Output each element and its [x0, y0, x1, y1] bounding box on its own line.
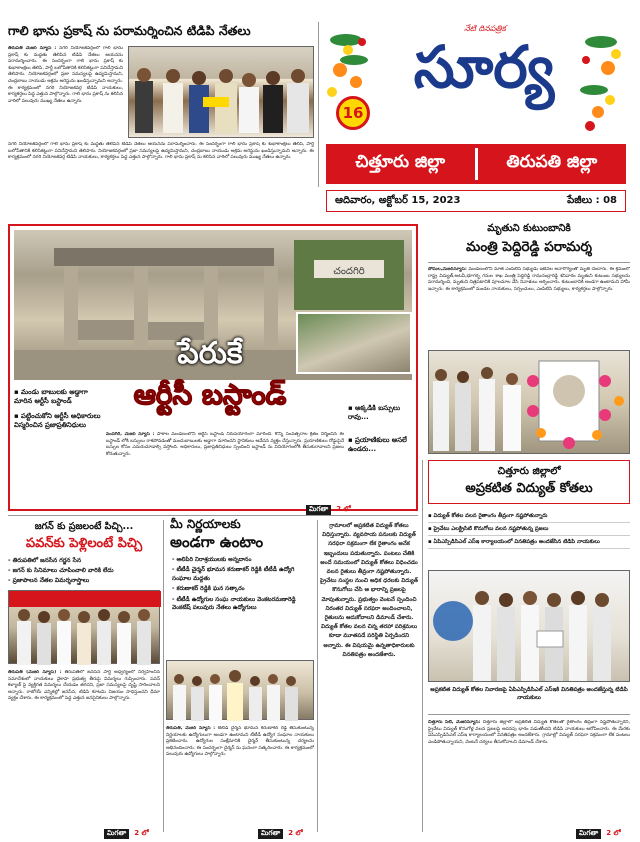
story-body-bottom: నగరి నియోజకవర్గంలో గాలి భాను ప్రకాష్ కు మద్దతు తెలిపిన టిడిపి నేతలు ఆయనను పరామర్శించారు. ఈ సందర్భంగా గాలి భాను ప్రకాష్ కు శుభాకాంక్షలు తెలిపి, పార్టీ బలోపేతానికి కలిసికట్టుగా పనిచేస్తామని తెలిపారు. నియోజకవర్గంలో ప్రజా సమస్యలపై ఉద్యమిస్తామని, చంద్రబాబు నాయుడు అక్రమ అరెస్టును ఖండిస్తున్నామని అన్నారు. ఈ కార్యక్రమంలో నగరి నియోజకవర్గ టిడిపి నాయకులు, కార్యకర్తలు పెద్ద ఎత్తున పాల్గొన్నారు. గాలి భాను ప్రకాష్ ను కలిసిన వారిలో పలువురు ముఖ్య నేతలు ఉన్నారు. [8, 142, 314, 161]
story-body: సోమల,మేజర్‌న్యూస్: మండలంలోని మాజీ ఎంపిటిసి సభ్యుడు ఇటీవల అనారోగ్యంతో మృతి చెందారు. ఈ క్రమంలో రాష్ట్ర విద్యుత్,అటవీ,భూగర్భ గనుల శాఖ మంత్రి పెద్దిరెడ్డి రామచంద్రారెడ్డి శనివారం మృతుని కుటుంబ సభ్యులను పరామర్శించి, మృతుని చిత్రపటానికి పూలమాల వేసి నివాళులు అర్పించారు. కుటుంబానికి అండగా ఉంటామని హామీ ఇచ్చారు. ఈ కార్యక్రమంలో మండల నాయకులు, సర్పంచులు, ఎంపిటిసి సభ్యులు, కార్యకర్తలు పాల్గొన్నారు. [428, 267, 630, 292]
bullet-item: - జగన్ కు సినిమాలు చూపించాలి వారికి లేదు [8, 567, 114, 574]
masthead [326, 20, 626, 230]
bullet-item: - టీటీడీ చైర్మన్ భూమన కరుణాకర్ రెడ్డికి టీటీడీ ఉద్యోగి సంఘాల మద్దతు [172, 567, 295, 582]
masthead-title: సూర్య [413, 33, 555, 101]
anniversary-badge: 16 [336, 96, 370, 130]
story-gali-bhanu [8, 22, 314, 187]
story-bus-stand [8, 224, 418, 511]
memorandum-scene [429, 571, 631, 683]
bullet-list [166, 556, 314, 612]
bullet-list [8, 556, 160, 586]
story-minister-visit [428, 222, 630, 454]
story-headline-1: మీ నిర్ణయాలకు [170, 517, 241, 531]
story-headline: గాలి భాను ప్రకాష్ ను పరామర్శించిన టిడిపి నేతలు [8, 23, 251, 38]
story-power-cut-column [320, 522, 418, 832]
bullet-item: - అలిపిరి నిరాశ్రయులకు అన్నదానం [172, 557, 252, 563]
left-bullets [14, 388, 102, 430]
photo-caption: అప్రకటిత విద్యుత్ కోతల నివారణపై ఏపిఎస్పిడిసిఎల్ ఎస్ఇకి వినతిపత్రం అందజేస్తున్న టిడిపి నాయకులు [430, 687, 628, 701]
bullet-list [428, 510, 630, 549]
story-body: చిత్తూరు సిటీ, మేజర్‌న్యూస్: చిత్తూరు జిల్లాలో అప్రకటిత విద్యుత్ కోతలతో రైతాంగం తీవ్రంగా నష్టపోతున్నారని, ప్రైవేటు విద్యుత్ కొనుగోళ్ల వలన ప్రజలపై అదనపు భారం పడుతోందని టిడిపి నాయకులు ఆరోపించారు. ఈ మేరకు ఏపిఎస్పిడిసిఎల్ ఎస్ఇ కార్యాలయంలో వినతిపత్రం అందజేశారు. గ్రామాల్లో విద్యుత్ సరఫరా సక్రమంగా లేక పంటలు ఎండిపోతున్నాయని, వెంటనే చర్యలు తీసుకోవాలని డిమాండ్ చేశారు. [428, 720, 630, 745]
story-body: వందగిరి, మేజర్ న్యూస్ : పాకాల మండలంలోని ఆర్టీసీ బస్టాండ్ నిరుపయోగంగా మారింది. కొన్ని సంవత్సరాల క్రితం నిర్మించిన ఈ బస్టాండ్ లోకి బస్సులు రాకపోవడంతో మందుబాబులకు అడ్డాగా మారిందని స్థానికులు ఆవేదన వ్యక్తం చేస్తున్నారు. ప్రయాణికులు రోడ్డుపైనే బస్సుల కోసం ఎదురుచూడాల్సి వస్తోంది. అధికారులు, ప్రజాప్రతినిధులు స్పందించి బస్టాండ్ ను వినియోగంలోకి తీసుకురావాలని ప్రజలు కోరుతున్నారు. [106, 432, 344, 457]
edition-band [326, 144, 626, 184]
story-kicker: చిత్తూరు జిల్లాలో [497, 466, 561, 477]
story-body: గ్రామాలలో అప్రకటిత విద్యుత్ కోతలు విధిస్తున్నారు. వ్యవసాయ పనులకు విద్యుత్ సరఫరా సక్రమంగా లేక రైతాంగం అనేక ఇబ్బందులు పడుతున్నారు. పంటలు చేతికి అందే సమయంలో విద్యుత్ కోతలు విధించడం వలన రైతులు తీవ్రంగా నష్టపోతున్నారు. ప్రైవేటు సంస్థల నుంచి అధిక ధరలకు విద్యుత్ కొనుగోలు చేసి ఆ భారాన్ని ప్రజలపై మోపుతున్నారు. ప్రభుత్వం వెంటనే స్పందించి నిరంతర విద్యుత్ సరఫరా అందించాలని, రైతులను ఆదుకోవాలని డిమాండ్ చేశారు. విద్యుత్ కోతల వలన చిన్న తరహా పరిశ్రమలు కూడా మూతపడే పరిస్థితి ఏర్పడిందని అన్నారు. ఈ విషయమై ఉన్నతాధికారులకు వినతిపత్రం అందజేశారు. [320, 523, 418, 658]
story-janasena [8, 520, 160, 837]
bullet-item: ▪ ప్రైవేటు ఎలక్ట్రిసిటి కొనుగోలు వలన నష్టపోతున్న ప్రజలు [428, 523, 630, 536]
story-body: తిరుపతి (మేజర్ న్యూస్) : తిరుపతిలో జనసేన పార్టీ ఆధ్వర్యంలో నిర్వహించిన సమావేశంలో నాయకులు వైకాపా ప్రభుత్వ తీరుపై విమర్శలు గుప్పించారు. పవన్ కళ్యాణ్ పై వ్యక్తిగత విమర్శలు చేయడం తగదని, ప్రజా సమస్యలపై దృష్టి సారించాలని అన్నారు. రాబోయే ఎన్నికల్లో జనసేన, టిడిపి కూటమి విజయం సాధిస్తుందని ధీమా వ్యక్తం చేశారు. ఈ కార్యక్రమంలో పెద్ద ఎత్తున జనసైనికులు పాల్గొన్నారు. [8, 670, 160, 702]
divider [163, 520, 164, 832]
meeting-scene [9, 591, 161, 665]
bullet-item: ▪ విద్యుత్ కోతల వలన రైతాంగం తీవ్రంగా నష్టపోతున్నారు [428, 510, 630, 523]
bullet-item: ▪ ఏపిఎస్పిడిసిఎల్ ఎస్ఇ కార్యాలయంలో వినతిపత్రం అందజేసిన టిడిపి నాయకులు [428, 536, 630, 549]
right-bullet-1: ▪ అక్కడికి బస్సులు రావు... [348, 404, 401, 421]
divider [317, 520, 318, 832]
tribute-photo [428, 350, 630, 454]
right-bullet-2: ▪ ప్రయాణికులు అసలే ఉండరు... [348, 436, 407, 453]
continued-tag: మిగతా 2 లో [576, 820, 621, 839]
bullet-item: - టీటీడీ ఉద్యోగుల సంఘ నాయకులు వెంకటరమణారెడ్డి వెంకటేష్ పలువురు నేతలు ఉద్యోగులు [172, 596, 296, 612]
story-photo [128, 46, 314, 138]
divider [428, 262, 630, 263]
inset-photo [296, 312, 412, 374]
overlay-small-title: పేరుకే [177, 336, 243, 371]
bullet-item: - ప్రజాపాలన నేతల విమర్శనాస్త్రాలు [8, 577, 90, 584]
meeting-photo [8, 590, 160, 664]
divider [318, 22, 319, 187]
overlay-big-title: ఆర్టీసీ బస్టాండ్ [133, 378, 287, 411]
divider [8, 515, 418, 516]
continued-tag: మిగతా 2 లో [258, 820, 303, 839]
group-photo-figures [129, 47, 315, 139]
story-ttd-employees [166, 516, 314, 837]
edition-right: తిరుపతి జిల్లా [506, 152, 598, 172]
story-power-cuts [428, 460, 630, 837]
masthead-tagline: నేటి దినపత్రిక [464, 24, 506, 33]
continued-tag: మిగతా 2 లో [306, 496, 351, 515]
felicitation-photo [166, 660, 314, 720]
issue-date: ఆదివారం, అక్టోబర్ 15, 2023 [335, 195, 461, 206]
story-body: తిరుపతి, మేజర్ న్యూస్ : టీటీడీ చైర్మన్ భూమన కరుణాకర్ రెడ్డి తీసుకుంటున్న నిర్ణయాలకు ఉద్యోగులుగా అండగా ఉంటామని టీటీడీ ఉద్యోగ సంఘాల నాయకులు ప్రకటించారు. ఉద్యోగుల సంక్షేమానికి చైర్మన్ తీసుకుంటున్న చర్యలను అభినందించారు. ఈ సందర్భంగా చైర్మన్ ను ఘనంగా సత్కరించారు. ఈ కార్యక్రమంలో పలువురు ఉద్యోగులు పాల్గొన్నారు. [166, 726, 314, 758]
story-headline-2: అండగా ఉంటాం [170, 533, 264, 551]
tribute-scene [429, 351, 631, 455]
left-bullet-1: ▪ మండు బాబులకు అడ్డాగా మారిన ఆర్టీసీ బస్టాండ్ [14, 388, 88, 405]
left-bullet-2: ▪ పట్టించుకోని ఆర్టీసీ అధికారులు విస్మరించిన ప్రజాప్రతినిధులు [14, 412, 101, 429]
memorandum-photo [428, 570, 630, 682]
continued-tag: మిగతా 2 లో [104, 820, 149, 839]
edition-left: చిత్తూరు జిల్లా [355, 152, 446, 172]
bullet-item: - కరుణాకర్ రెడ్డికి ఘన సత్కారం [172, 586, 245, 593]
story-kicker: జగన్ కు ప్రజలంటే పిచ్చి... [34, 521, 134, 532]
right-bullets [348, 404, 416, 454]
felicitation-scene [167, 661, 315, 721]
date-line [326, 190, 626, 212]
story-headline: అప్రకటిత విద్యుత్ కోతలు [465, 481, 593, 496]
story-body-left: తిరుపతి మేజర్ న్యూస్ : నగరి నియోజకవర్గంలో గాలి భాను ప్రకాష్ కు మద్దతు తెలిపిన టిడిపి నేతలు ఆయనను పరామర్శించారు. ఈ సందర్భంగా గాలి భాను ప్రకాష్ కు శుభాకాంక్షలు తెలిపి, పార్టీ బలోపేతానికి కలిసికట్టుగా పనిచేస్తామని తెలిపారు. నియోజకవర్గంలో ప్రజా సమస్యలపై ఉద్యమిస్తామని, చంద్రబాబు నాయుడు అక్రమ అరెస్టును ఖండిస్తున్నామని అన్నారు. ఈ కార్యక్రమంలో నగరి నియోజకవర్గ టిడిపి నాయకులు, కార్యకర్తలు పెద్ద ఎత్తున పాల్గొన్నారు. గాలి భాను ప్రకాష్ ను కలిసిన వారిలో పలువురు ముఖ్య నేతలు ఉన్నారు. [8, 46, 123, 104]
story-headline: మంత్రి పెద్దిరెడ్డి పరామర్శ [466, 239, 592, 255]
divider [428, 714, 630, 715]
bullet-item: - తిరుపతిలో జనసేన గర్జన సేన [8, 557, 82, 564]
divider [422, 460, 423, 832]
story-headline: పవన్‌కు పెళ్లిలంటే పిచ్చి [25, 536, 143, 551]
bus-stand-sign-text: చందగిరి [333, 266, 365, 277]
headline-box [428, 460, 630, 504]
page-count: పేజీలు : 08 [567, 195, 617, 206]
story-kicker: మృతుని కుటుంబానికి [487, 223, 571, 234]
